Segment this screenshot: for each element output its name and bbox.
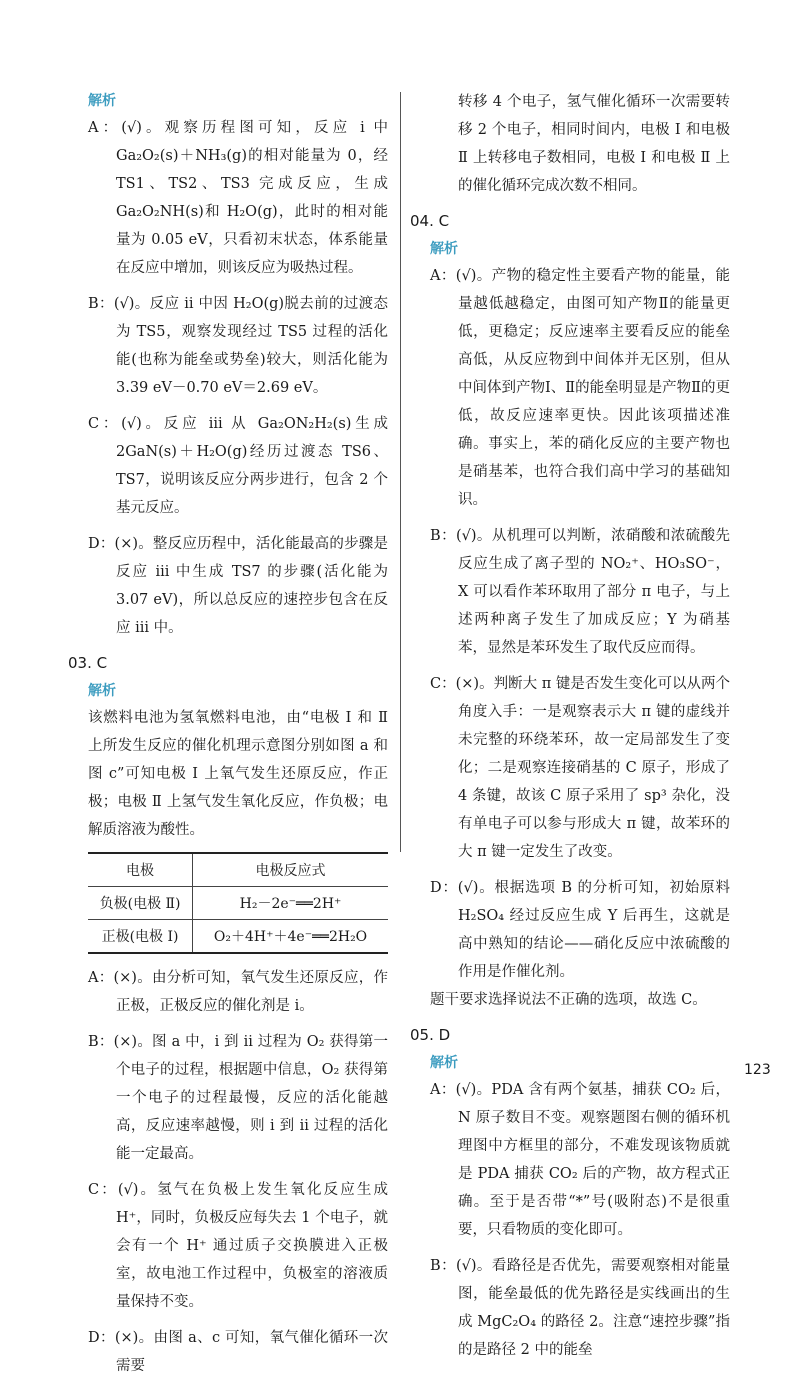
- q02-option-d: D：(×)。整反应历程中，活化能最高的步骤是反应 iii 中生成 TS7 的步骤(活化能为 3.07 eV)，所以总反应的速控步包含在反应 iii 中。: [88, 536, 388, 636]
- analysis-heading: 解析: [88, 93, 116, 109]
- analysis-heading: 解析: [430, 1055, 458, 1071]
- q02-option-a: A：(√)。观察历程图可知，反应 i 中 Ga₂O₂(s)＋NH₃(g)的相对能量为 0，经 TS1、TS2、TS3 完成反应，生成 Ga₂O₂NH(s)和 H₂O(g)，此时的相对能量为 0.05 eV，只看初末状态，体系能量在反应中增加，则该反应为吸热过程。: [88, 120, 388, 276]
- q05-section: [410, 1022, 730, 1364]
- q05-option-a: A：(√)。PDA 含有两个氨基，捕获 CO₂ 后，N 原子数目不变。观察题图右侧的循环机理图中方框里的部分，不难发现该物质就是 PDA 捕获 CO₂ 后的产物，故方程式正确。至于是否带“*”号(吸附态)不是很重要，只看物质的变化即可。: [430, 1082, 730, 1238]
- left-column: [68, 88, 388, 1380]
- page-number: 123: [744, 1062, 771, 1078]
- electrode-table: [88, 852, 388, 954]
- q04-option-a: A：(√)。产物的稳定性主要看产物的能量，能量越低越稳定，由图可知产物Ⅱ的能量更低，更稳定；反应速率主要看反应的能垒高低，从反应物到中间体并无区别，但从中间体到产物Ⅰ、Ⅱ的能垒明显是产物Ⅱ的更低，故反应速率更快。因此该项描述准确。事实上，苯的硝化反应的主要产物也是硝基苯，也符合我们高中学习的基础知识。: [430, 268, 730, 508]
- analysis-heading: 解析: [88, 683, 116, 699]
- table-header: 电极反应式: [193, 853, 388, 887]
- table-cell: H₂－2e⁻══2H⁺: [193, 887, 388, 920]
- q03-option-d: D：(×)。由图 a、c 可知，氧气催化循环一次需要: [88, 1330, 388, 1374]
- analysis-heading: 解析: [430, 241, 458, 257]
- q03-option-c: C：(√)。氢气在负极上发生氧化反应生成 H⁺，同时，负极反应每失去 1 个电子，就会有一个 H⁺ 通过质子交换膜进入正极室，故电池工作过程中，负极室的溶液质量保持不变。: [88, 1182, 388, 1310]
- q04-answer: 04. C: [410, 212, 450, 230]
- q02-option-b: B：(√)。反应 ii 中因 H₂O(g)脱去前的过渡态为 TS5，观察发现经过 TS5 过程的活化能(也称为能垒或势垒)较大，则活化能为 3.39 eV－0.70 eV＝2.69 eV。: [88, 296, 388, 396]
- table-cell: O₂＋4H⁺＋4e⁻══2H₂O: [193, 920, 388, 954]
- table-cell: 负极(电极 Ⅱ): [99, 896, 181, 912]
- q02-option-c: C：(√)。反应 iii 从 Ga₂ON₂H₂(s)生成 2GaN(s)＋H₂O(g)经历过渡态 TS6、TS7，说明该反应分两步进行，包含 2 个基元反应。: [88, 416, 388, 516]
- q03-section: [68, 650, 388, 1380]
- q05-option-b: B：(√)。看路径是否优先，需要观察相对能量图，能垒最低的优先路径是实线画出的生成 MgC₂O₄ 的路径 2。注意“速控步骤”指的是路径 2 中的能垒: [430, 1258, 730, 1358]
- table-row: [88, 920, 388, 954]
- q03-option-a: A：(×)。由分析可知，氧气发生还原反应，作正极，正极反应的催化剂是 i。: [88, 970, 388, 1014]
- table-row: [88, 887, 388, 920]
- table-header-row: [88, 853, 388, 887]
- q04-conclusion: 题干要求选择说法不正确的选项，故选 C。: [430, 992, 707, 1008]
- q04-section: [410, 208, 730, 1014]
- q05-answer: 05. D: [410, 1026, 451, 1044]
- q03-answer: 03. C: [68, 654, 108, 672]
- q03-intro: 该燃料电池为氢氧燃料电池，由“电极 Ⅰ 和 Ⅱ 上所发生反应的催化机理示意图分别如图 a 和图 c”可知电极 Ⅰ 上氧气发生还原反应，作正极；电极 Ⅱ 上氢气发生氧化反应，作负极；电解质溶液为酸性。: [88, 710, 388, 838]
- column-divider: [400, 92, 401, 852]
- right-column: [410, 88, 730, 1364]
- q02-section: [88, 88, 388, 642]
- table-header: 电极: [126, 863, 155, 879]
- table-cell: 正极(电极 Ⅰ): [101, 929, 179, 945]
- q03-option-b: B：(×)。图 a 中，i 到 ii 过程为 O₂ 获得第一个电子的过程，根据题中信息，O₂ 获得第一个电子的过程最慢，反应的活化能越高，反应速率越慢，则 i 到 ii 过程的活化能一定最高。: [88, 1034, 388, 1162]
- q04-option-c: C：(×)。判断大 π 键是否发生变化可以从两个角度入手：一是观察表示大 π 键的虚线并未完整的环绕苯环，故一定局部发生了变化；二是观察连接硝基的 C 原子，形成了 4 条键，故该 C 原子采用了 sp³ 杂化，没有单电子可以参与形成大 π 键，故苯环的大 π 键一定发生了改变。: [430, 676, 730, 860]
- q03-option-d-continued: 转移 4 个电子，氢气催化循环一次需要转移 2 个电子，相同时间内，电极 Ⅰ 和电极 Ⅱ 上转移电子数相同，电极 Ⅰ 和电极 Ⅱ 上的催化循环完成次数不相同。: [458, 94, 730, 194]
- q04-option-d: D：(√)。根据选项 B 的分析可知，初始原料 H₂SO₄ 经过反应生成 Y 后再生，这就是高中熟知的结论——硝化反应中浓硫酸的作用是作催化剂。: [430, 880, 730, 980]
- q04-option-b: B：(√)。从机理可以判断，浓硝酸和浓硫酸先反应生成了离子型的 NO₂⁺、HO₃SO⁻，X 可以看作苯环取用了部分 π 电子，与上述两种离子发生了加成反应；Y 为硝基苯，显然是苯环发生了取代反应而得。: [430, 528, 730, 656]
